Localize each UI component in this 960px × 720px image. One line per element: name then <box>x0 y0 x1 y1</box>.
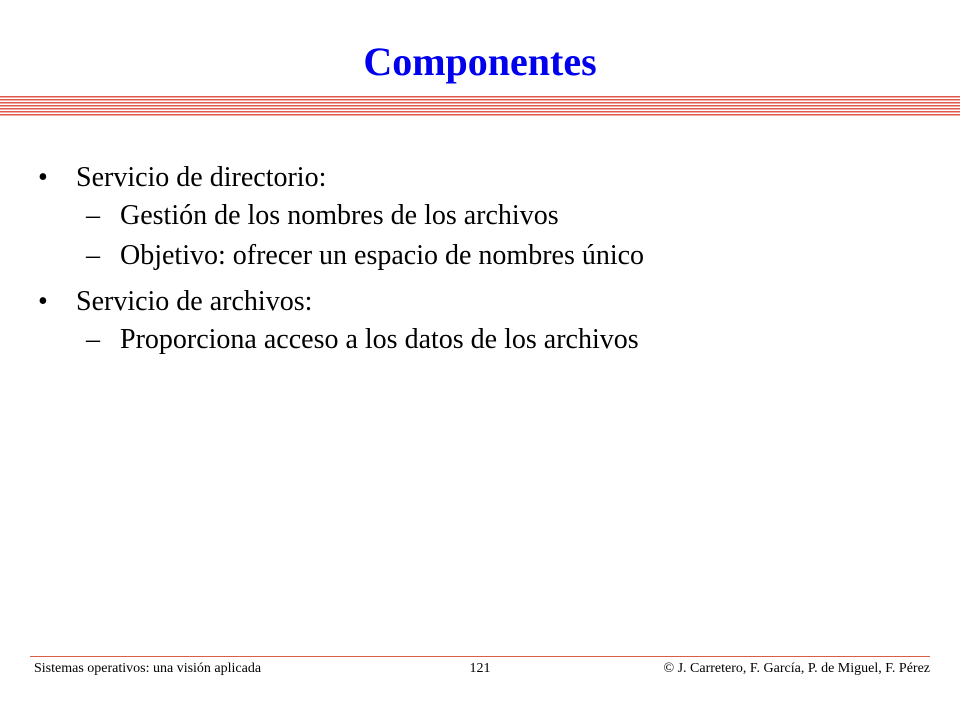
title-underline <box>0 96 960 120</box>
bullet-group <box>38 284 918 360</box>
bullet-text: Servicio de directorio: <box>76 162 327 193</box>
bullet-item <box>38 284 918 320</box>
bullet-text: Servicio de archivos: <box>76 286 313 317</box>
bullet-group <box>38 160 918 276</box>
dash-marker: – <box>86 324 100 355</box>
sub-item <box>76 236 918 276</box>
sub-item-text: Objetivo: ofrecer un espacio de nombres único <box>120 240 645 271</box>
sub-item-text: Gestión de los nombres de los archivos <box>120 200 559 231</box>
dash-marker: – <box>86 200 100 231</box>
sub-item <box>76 320 918 360</box>
page-number: 121 <box>469 661 491 676</box>
bullet-item <box>38 160 918 196</box>
sub-item-text: Proporciona acceso a los datos de los archivos <box>120 324 639 355</box>
slide-title: Componentes <box>363 39 597 84</box>
footer-divider <box>30 656 930 657</box>
sub-item <box>76 196 918 236</box>
footer-book-title: Sistemas operativos: una visión aplicada <box>34 661 262 676</box>
bullet-marker: • <box>38 162 48 193</box>
dash-marker: – <box>86 240 100 271</box>
footer-copyright: © J. Carretero, F. García, P. de Miguel, F. Pérez <box>663 661 930 676</box>
bullet-marker: • <box>38 286 48 317</box>
slide-body <box>38 160 918 360</box>
